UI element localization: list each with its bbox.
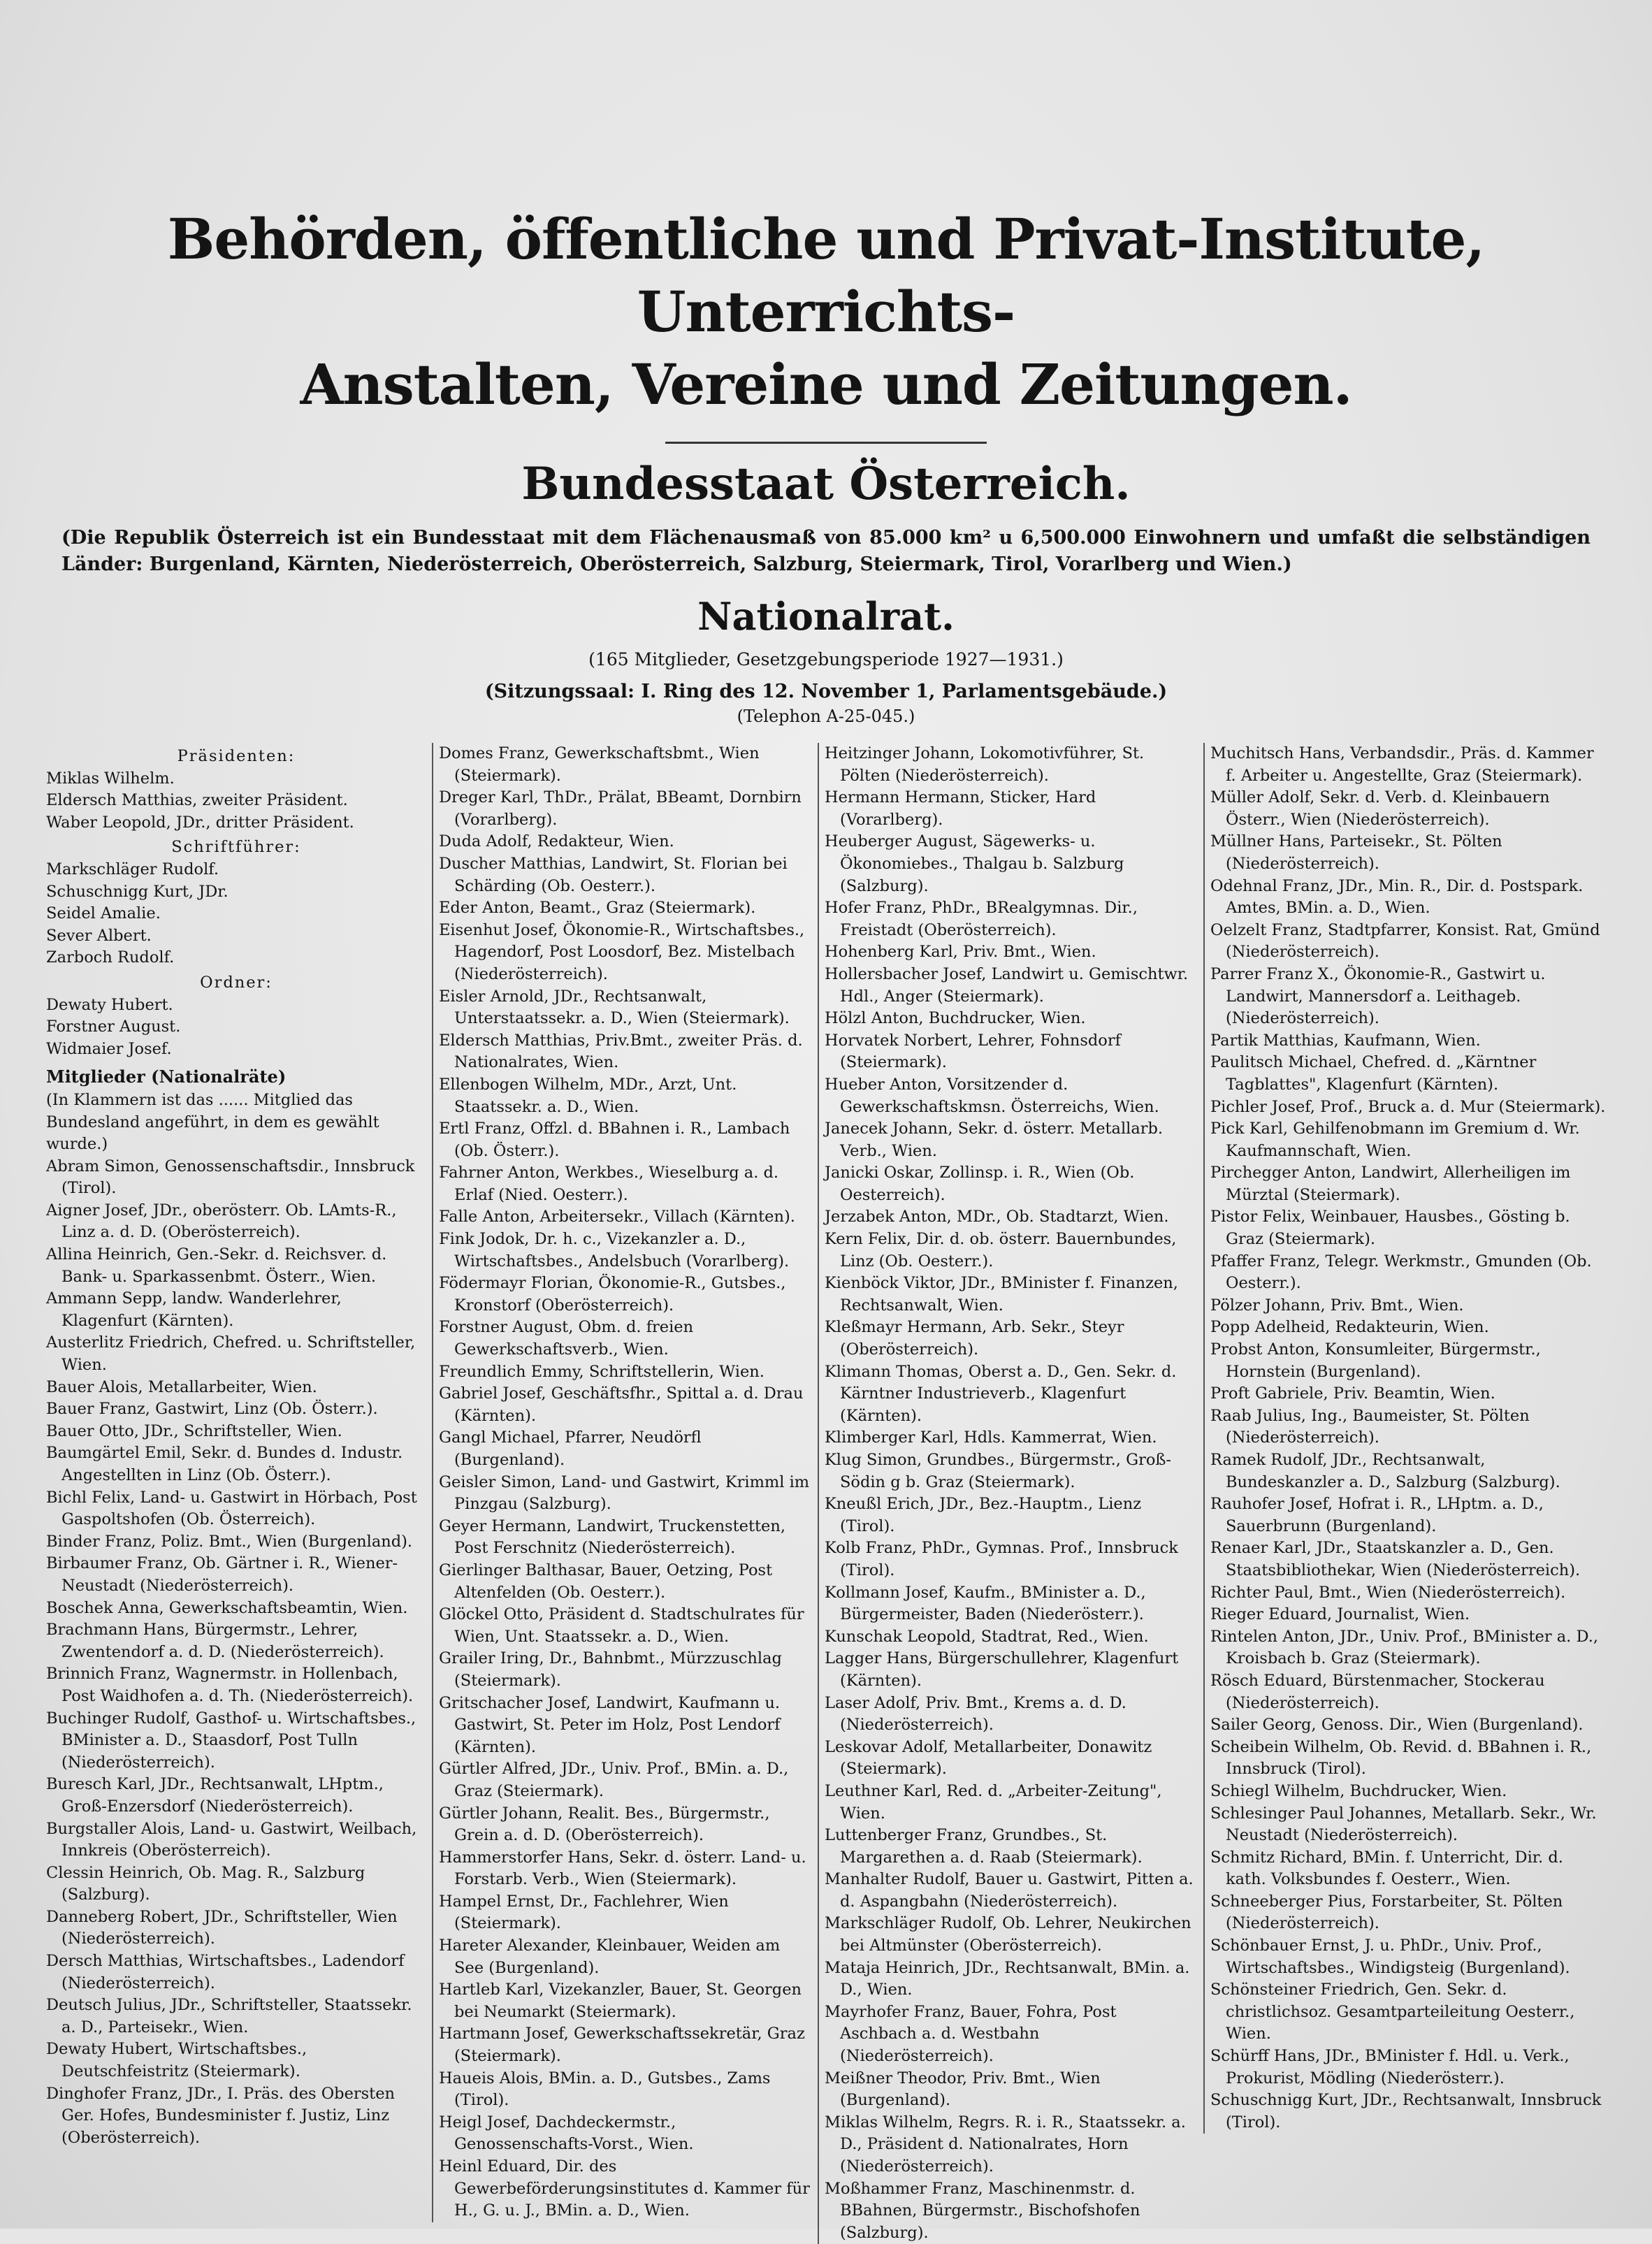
member-entry: Horvatek Norbert, Lehrer, Fohnsdorf (Steiermark). <box>825 1031 1121 1072</box>
member-entry: Binder Franz, Poliz. Bmt., Wien (Burgenland). <box>46 1532 413 1551</box>
member-entry: Dinghofer Franz, JDr., I. Präs. des Obersten Ger. Hofes, Bundesminister f. Justiz, Linz (Oberösterreich). <box>46 2084 396 2147</box>
member-entry: Hölzl Anton, Buchdrucker, Wien. <box>825 1009 1086 1028</box>
member-entry: Hohenberg Karl, Priv. Bmt., Wien. <box>825 943 1096 962</box>
member-entry: Freundlich Emmy, Schriftstellerin, Wien. <box>439 1362 765 1381</box>
member-entry: Oelzelt Franz, Stadtpfarrer, Konsist. Rat, Gmünd (Niederösterreich). <box>1210 920 1600 962</box>
member-entry: Raab Julius, Ing., Baumeister, St. Pölten (Niederösterreich). <box>1210 1406 1530 1447</box>
member-entry: Popp Adelheid, Redakteurin, Wien. <box>1210 1318 1489 1337</box>
secretary-entry: Sever Albert. <box>46 926 152 945</box>
title-divider <box>665 442 987 444</box>
member-entry: Buresch Karl, JDr., Rechtsanwalt, LHptm., Groß-Enzersdorf (Niederösterreich). <box>46 1775 384 1816</box>
member-entry: Hammerstorfer Hans, Sekr. d. österr. Land- u. Forstarb. Verb., Wien (Steiermark). <box>439 1848 806 1889</box>
member-entry: Ammann Sepp, landw. Wanderlehrer, Klagenfurt (Kärnten). <box>46 1289 342 1330</box>
member-entry: Manhalter Rudolf, Bauer u. Gastwirt, Pitten a. d. Aspangbahn (Niederösterreich). <box>825 1870 1194 1911</box>
member-list <box>46 1156 426 2150</box>
member-entry: Laser Adolf, Priv. Bmt., Krems a. d. D. (Niederösterreich). <box>825 1693 1126 1735</box>
member-entry: Sailer Georg, Genoss. Dir., Wien (Burgenland). <box>1210 1716 1584 1735</box>
secretary-entry: Zarboch Rudolf. <box>46 948 175 967</box>
member-entry: Pirchegger Anton, Landwirt, Allerheiligen im Mürztal (Steiermark). <box>1210 1164 1571 1204</box>
member-entry: Glöckel Otto, Präsident d. Stadtschulrates für Wien, Unt. Staatssekr. a. D., Wien. <box>439 1605 804 1646</box>
member-entry: Bauer Franz, Gastwirt, Linz (Ob. Österr.). <box>46 1400 378 1419</box>
member-entry: Birbaumer Franz, Ob. Gärtner i. R., Wiener-Neustadt (Niederösterreich). <box>46 1554 398 1595</box>
member-entry: Geyer Hermann, Landwirt, Truckenstetten, Post Ferschnitz (Niederösterreich). <box>439 1516 785 1558</box>
member-entry: Eldersch Matthias, Priv.Bmt., zweiter Präs. d. Nationalrates, Wien. <box>439 1031 803 1072</box>
address-line: (Sitzungssaal: I. Ring des 12. November 1, Parlamentsgebäude.) <box>484 681 1168 702</box>
member-entry: Markschläger Rudolf, Ob. Lehrer, Neukirchen bei Altmünster (Oberösterreich). <box>825 1914 1191 1955</box>
member-entry: Klimann Thomas, Oberst a. D., Gen. Sekr. d. Kärntner Industrieverb., Klagenfurt (Kärnten). <box>825 1362 1177 1425</box>
president-entry: Waber Leopold, JDr., dritter Präsident. <box>46 813 354 832</box>
member-entry: Müller Adolf, Sekr. d. Verb. d. Kleinbauern Österr., Wien (Niederösterreich). <box>1210 788 1550 829</box>
member-entry: Bichl Felix, Land- u. Gastwirt in Hörbach, Post Gaspoltshofen (Ob. Österreich). <box>46 1488 417 1529</box>
member-entry: Eisenhut Josef, Ökonomie-R., Wirtschaftsbes., Hagendorf, Post Loosdorf, Bez. Mistelbach (Niederösterreich). <box>439 920 805 983</box>
member-entry: Schönbauer Ernst, J. u. PhDr., Univ. Prof., Wirtschaftsbes., Windigsteig (Burgenland). <box>1210 1937 1570 1977</box>
ushers-heading: Ordner: <box>200 973 273 992</box>
phone-line: (Telephon A-25-045.) <box>737 707 915 726</box>
member-entry: Danneberg Robert, JDr., Schriftsteller, Wien (Niederösterreich). <box>46 1907 398 1948</box>
member-entry: Clessin Heinrich, Ob. Mag. R., Salzburg (Salzburg). <box>46 1863 365 1904</box>
member-entry: Schürff Hans, JDr., BMinister f. Hdl. u. Verk., Prokurist, Mödling (Niederösterr.). <box>1210 2047 1570 2087</box>
secretaries-heading: Schriftführer: <box>171 838 301 857</box>
member-list <box>1210 743 1606 2134</box>
member-entry: Leskovar Adolf, Metallarbeiter, Donawitz (Steiermark). <box>825 1737 1152 1779</box>
member-entry: Bauer Otto, JDr., Schriftsteller, Wien. <box>46 1421 342 1440</box>
member-entry: Gritschacher Josef, Landwirt, Kaufmann u. Gastwirt, St. Peter im Holz, Post Lendorf (Kärnten). <box>439 1693 781 1756</box>
column-1 <box>41 743 432 2149</box>
member-entry: Schneeberger Pius, Forstarbeiter, St. Pölten (Niederösterreich). <box>1210 1892 1563 1933</box>
usher-entry: Widmaier Josef. <box>46 1039 172 1058</box>
members-count-note: (165 Mitglieder, Gesetzgebungsperiode 1927—1931.) <box>588 649 1064 669</box>
member-entry: Brinnich Franz, Wagnermstr. in Hollenbach, Post Waidhofen a. d. Th. (Niederösterreich). <box>46 1665 414 1705</box>
member-entry: Janecek Johann, Sekr. d. österr. Metallarb. Verb., Wien. <box>825 1120 1164 1160</box>
member-entry: Meißner Theodor, Priv. Bmt., Wien (Burgenland). <box>825 2069 1101 2110</box>
member-entry: Moßhammer Franz, Maschinenmstr. d. BBahnen, Bürgermstr., Bischofshofen (Salzburg). <box>825 2179 1140 2242</box>
member-entry: Klimberger Karl, Hdls. Kammerrat, Wien. <box>825 1428 1157 1447</box>
member-entry: Partik Matthias, Kaufmann, Wien. <box>1210 1031 1481 1050</box>
member-entry: Fahrner Anton, Werkbes., Wieselburg a. d. Erlaf (Nied. Oesterr.). <box>439 1164 779 1204</box>
member-entry: Ertl Franz, Offzl. d. BBahnen i. R., Lambach (Ob. Österr.). <box>439 1120 790 1160</box>
secretary-entry: Seidel Amalie. <box>46 904 161 923</box>
member-entry: Födermayr Florian, Ökonomie-R., Gutsbes., Kronstorf (Oberösterreich). <box>439 1274 786 1315</box>
member-entry: Kleßmayr Hermann, Arb. Sekr., Steyr (Oberösterreich). <box>825 1318 1124 1359</box>
intro-paragraph: (Die Republik Österreich ist ein Bundesstaat mit dem Flächenausmaß von 85.000 km² u 6,500.000 Einwohnern und umfaßt die selbständigen Länder: Burgenland, Kärnten, Niederösterreich, Oberösterreich, Salzburg, Steiermark, Tirol, Vorarlberg und Wien.) <box>61 527 1591 575</box>
column-2 <box>432 743 818 2222</box>
member-entry: Richter Paul, Bmt., Wien (Niederösterreich). <box>1210 1583 1566 1602</box>
member-entry: Pichler Josef, Prof., Bruck a. d. Mur (Steiermark). <box>1210 1097 1606 1116</box>
member-entry: Schuschnigg Kurt, JDr., Rechtsanwalt, Innsbruck (Tirol). <box>1210 2091 1602 2131</box>
member-entry: Odehnal Franz, JDr., Min. R., Dir. d. Postspark. Amtes, BMin. a. D., Wien. <box>1210 876 1584 918</box>
member-entry: Schlesinger Paul Johannes, Metallarb. Sekr., Wr. Neustadt (Niederösterreich). <box>1210 1804 1597 1845</box>
member-entry: Mayrhofer Franz, Bauer, Fohra, Post Aschbach a. d. Westbahn (Niederösterreich). <box>825 2002 1117 2066</box>
member-entry: Hareter Alexander, Kleinbauer, Weiden am See (Burgenland). <box>439 1937 781 1977</box>
member-entry: Schmitz Richard, BMin. f. Unterricht, Dir. d. kath. Volksbundes f. Oesterr., Wien. <box>1210 1848 1563 1889</box>
member-entry: Schiegl Wilhelm, Buchdrucker, Wien. <box>1210 1781 1507 1800</box>
member-entry: Pistor Felix, Weinbauer, Hausbes., Gösting b. Graz (Steiermark). <box>1210 1208 1570 1249</box>
member-entry: Hofer Franz, PhDr., BRealgymnas. Dir., Freistadt (Oberösterreich). <box>825 899 1138 939</box>
member-entry: Duda Adolf, Redakteur, Wien. <box>439 832 674 851</box>
member-entry: Jerzabek Anton, MDr., Ob. Stadtarzt, Wien. <box>825 1208 1169 1226</box>
member-entry: Brachmann Hans, Bürgermstr., Lehrer, Zwentendorf a. d. D. (Niederösterreich). <box>46 1621 384 1661</box>
member-entry: Gabriel Josef, Geschäftsfhr., Spittal a. d. Drau (Kärnten). <box>439 1384 804 1425</box>
member-entry: Lagger Hans, Bürgerschullehrer, Klagenfurt (Kärnten). <box>825 1649 1179 1690</box>
member-entry: Kienböck Viktor, JDr., BMinister f. Finanzen, Rechtsanwalt, Wien. <box>825 1274 1178 1315</box>
usher-entry: Forstner August. <box>46 1018 181 1036</box>
member-entry: Duscher Matthias, Landwirt, St. Florian bei Schärding (Ob. Oesterr.). <box>439 854 788 895</box>
member-entry: Hampel Ernst, Dr., Fachlehrer, Wien (Steiermark). <box>439 1892 729 1933</box>
member-entry: Eisler Arnold, JDr., Rechtsanwalt, Unterstaatssekr. a. D., Wien (Steiermark). <box>439 987 790 1028</box>
member-entry: Austerlitz Friedrich, Chefred. u. Schriftsteller, Wien. <box>46 1333 416 1375</box>
member-entry: Pfaffer Franz, Telegr. Werkmstr., Gmunden (Ob. Oesterr.). <box>1210 1252 1592 1293</box>
member-entry: Kunschak Leopold, Stadtrat, Red., Wien. <box>825 1627 1149 1646</box>
member-entry: Deutsch Julius, JDr., Schriftsteller, Staatssekr. a. D., Parteisekr., Wien. <box>46 1996 412 2036</box>
member-entry: Gürtler Alfred, JDr., Univ. Prof., BMin. a. D., Graz (Steiermark). <box>439 1760 789 1800</box>
member-entry: Rauhofer Josef, Hofrat i. R., LHptm. a. D., Sauerbrunn (Burgenland). <box>1210 1495 1544 1535</box>
member-entry: Falle Anton, Arbeitersekr., Villach (Kärnten). <box>439 1208 795 1226</box>
member-entry: Geisler Simon, Land- und Gastwirt, Krimml im Pinzgau (Salzburg). <box>439 1472 810 1514</box>
member-entry: Pick Karl, Gehilfenobmann im Gremium d. Wr. Kaufmannschaft, Wien. <box>1210 1120 1580 1160</box>
member-entry: Grailer Iring, Dr., Bahnbmt., Mürzzuschlag (Steiermark). <box>439 1649 782 1690</box>
member-entry: Mataja Heinrich, JDr., Rechtsanwalt, BMin. a. D., Wien. <box>825 1958 1190 1999</box>
member-entry: Kern Felix, Dir. d. ob. österr. Bauernbundes, Linz (Ob. Oesterr.). <box>825 1230 1177 1271</box>
member-entry: Hermann Hermann, Sticker, Hard (Vorarlberg). <box>825 788 1096 829</box>
member-entry: Rintelen Anton, JDr., Univ. Prof., BMinister a. D., Kroisbach b. Graz (Steiermark). <box>1210 1627 1599 1668</box>
member-entry: Aigner Josef, JDr., oberösterr. Ob. LAmts-R., Linz a. d. D. (Oberösterreich). <box>46 1201 397 1242</box>
column-3 <box>818 743 1203 2244</box>
president-entry: Eldersch Matthias, zweiter Präsident. <box>46 791 348 810</box>
member-entry: Proft Gabriele, Priv. Beamtin, Wien. <box>1210 1384 1495 1403</box>
member-entry: Leuthner Karl, Red. d. „Arbeiter-Zeitung", Wien. <box>825 1781 1162 1823</box>
member-entry: Kollmann Josef, Kaufm., BMinister a. D., Bürgermeister, Baden (Niederösterr.). <box>825 1583 1146 1624</box>
member-entry: Probst Anton, Konsumleiter, Bürgermstr., Hornstein (Burgenland). <box>1210 1340 1541 1381</box>
member-entry: Heigl Josef, Dachdeckermstr., Genossenschafts-Vorst., Wien. <box>439 2113 694 2154</box>
secretary-entry: Markschläger Rudolf. <box>46 860 219 878</box>
member-entry: Dreger Karl, ThDr., Prälat, BBeamt, Dornbirn (Vorarlberg). <box>439 788 802 829</box>
member-entry: Dewaty Hubert, Wirtschaftsbes., Deutschfeistritz (Steiermark). <box>46 2040 307 2081</box>
member-entry: Rösch Eduard, Bürstenmacher, Stockerau (Niederösterreich). <box>1210 1671 1545 1712</box>
member-entry: Buchinger Rudolf, Gasthof- u. Wirtschaftsbes., BMinister a. D., Staasdorf, Post Tulln (Niederösterreich). <box>46 1709 416 1772</box>
member-entry: Allina Heinrich, Gen.-Sekr. d. Reichsver. d. Bank- u. Sparkassenbmt. Österr., Wien. <box>46 1245 387 1286</box>
member-entry: Rieger Eduard, Journalist, Wien. <box>1210 1605 1470 1624</box>
member-entry: Burgstaller Alois, Land- u. Gastwirt, Weilbach, Innkreis (Oberösterreich). <box>46 1819 417 1860</box>
member-entry: Gangl Michael, Pfarrer, Neudörfl (Burgenland). <box>439 1428 702 1469</box>
member-list <box>825 743 1198 2244</box>
member-entry: Gürtler Johann, Realit. Bes., Bürgermstr., Grein a. d. D. (Oberösterreich). <box>439 1804 770 1845</box>
member-entry: Renaer Karl, JDr., Staatskanzler a. D., Gen. Staatsbibliothekar, Wien (Niederösterreich). <box>1210 1539 1581 1579</box>
president-entry: Miklas Wilhelm. <box>46 769 175 788</box>
presidents-heading: Präsidenten: <box>177 747 296 765</box>
member-entry: Dersch Matthias, Wirtschaftsbes., Ladendorf (Niederösterreich). <box>46 1952 405 1992</box>
directory-columns <box>41 743 1611 2244</box>
member-entry: Kolb Franz, PhDr., Gymnas. Prof., Innsbruck (Tirol). <box>825 1539 1178 1579</box>
member-entry: Kneußl Erich, JDr., Bez.-Hauptm., Lienz (Tirol). <box>825 1495 1142 1535</box>
member-entry: Hollersbacher Josef, Landwirt u. Gemischtwr. Hdl., Anger (Steiermark). <box>825 964 1189 1006</box>
member-entry: Ramek Rudolf, JDr., Rechtsanwalt, Bundeskanzler a. D., Salzburg (Salzburg). <box>1210 1451 1560 1491</box>
member-entry: Klug Simon, Grundbes., Bürgermstr., Groß-Södin g b. Graz (Steiermark). <box>825 1451 1171 1491</box>
member-entry: Janicki Oskar, Zollinsp. i. R., Wien (Ob. Oesterreich). <box>825 1164 1135 1204</box>
member-entry: Boschek Anna, Gewerkschaftsbeamtin, Wien. <box>46 1598 408 1617</box>
member-entry: Scheibein Wilhelm, Ob. Revid. d. BBahnen i. R., Innsbruck (Tirol). <box>1210 1737 1592 1779</box>
member-entry: Eder Anton, Beamt., Graz (Steiermark). <box>439 899 756 918</box>
member-entry: Ellenbogen Wilhelm, MDr., Arzt, Unt. Staatssekr. a. D., Wien. <box>439 1075 737 1116</box>
member-entry: Fink Jodok, Dr. h. c., Vizekanzler a. D., Wirtschaftsbes., Andelsbuch (Vorarlberg). <box>439 1230 790 1271</box>
member-entry: Hartleb Karl, Vizekanzler, Bauer, St. Georgen bei Neumarkt (Steiermark). <box>439 1981 802 2021</box>
member-entry: Baumgärtel Emil, Sekr. d. Bundes d. Industr. Angestellten in Linz (Ob. Österr.). <box>46 1444 403 1484</box>
member-entry: Luttenberger Franz, Grundbes., St. Margarethen a. d. Raab (Steiermark). <box>825 1826 1143 1867</box>
member-entry: Müllner Hans, Parteisekr., St. Pölten (Niederösterreich). <box>1210 832 1502 873</box>
section-title: Bundesstaat Österreich. <box>521 458 1131 510</box>
member-entry: Hartmann Josef, Gewerkschaftssekretär, Graz (Steiermark). <box>439 2025 805 2066</box>
members-heading: Mitglieder (Nationalräte) <box>46 1066 287 1087</box>
member-entry: Haueis Alois, BMin. a. D., Gutsbes., Zams (Tirol). <box>439 2069 771 2110</box>
subsection-title: Nationalrat. <box>697 594 955 639</box>
member-entry: Pölzer Johann, Priv. Bmt., Wien. <box>1210 1296 1464 1315</box>
usher-entry: Dewaty Hubert. <box>46 995 173 1014</box>
member-entry: Bauer Alois, Metallarbeiter, Wien. <box>46 1377 317 1396</box>
member-entry: Schönsteiner Friedrich, Gen. Sekr. d. christlichsoz. Gesamtparteileitung Oesterr., Wien. <box>1210 1981 1575 2043</box>
column-4 <box>1203 743 1611 2134</box>
member-entry: Heuberger August, Sägewerks- u. Ökonomiebes., Thalgau b. Salzburg (Salzburg). <box>825 832 1124 895</box>
member-entry: Heinl Eduard, Dir. des Gewerbeförderungsinstitutes d. Kammer für H., G. u. J., BMin. a. D., Wien. <box>439 2157 810 2220</box>
member-entry: Hueber Anton, Vorsitzender d. Gewerkschaftskmsn. Österreichs, Wien. <box>825 1075 1159 1116</box>
member-entry: Parrer Franz X., Ökonomie-R., Gastwirt u. Landwirt, Mannersdorf a. Leithageb. (Niederösterreich). <box>1210 964 1546 1028</box>
member-entry: Gierlinger Balthasar, Bauer, Oetzing, Post Altenfelden (Ob. Oesterr.). <box>439 1561 773 1602</box>
member-entry: Domes Franz, Gewerkschaftsbmt., Wien (Steiermark). <box>439 744 760 785</box>
member-entry: Muchitsch Hans, Verbandsdir., Präs. d. Kammer f. Arbeiter u. Angestellte, Graz (Steiermark). <box>1210 744 1594 785</box>
members-note: (In Klammern ist das ...... Mitglied das Bundesland angeführt, in dem es gewählt wurde.) <box>46 1090 379 1154</box>
member-list <box>439 743 812 2222</box>
member-entry: Miklas Wilhelm, Regrs. R. i. R., Staatssekr. a. D., Präsident d. Nationalrates, Horn (Niederösterreich). <box>825 2113 1186 2176</box>
member-entry: Forstner August, Obm. d. freien Gewerkschaftsverb., Wien. <box>439 1318 694 1359</box>
member-entry: Paulitsch Michael, Chefred. d. „Kärntner Tagblattes", Klagenfurt (Kärnten). <box>1210 1053 1537 1094</box>
page-title-line-2: Anstalten, Vereine und Zeitungen. <box>300 352 1352 417</box>
member-entry: Heitzinger Johann, Lokomotivführer, St. Pölten (Niederösterreich). <box>825 744 1145 785</box>
member-entry: Abram Simon, Genossenschaftsdir., Innsbruck (Tirol). <box>46 1157 415 1198</box>
page-title-line-1: Behörden, öffentliche und Privat-Institute, Unterrichts- <box>167 206 1485 345</box>
secretary-entry: Schuschnigg Kurt, JDr. <box>46 882 229 901</box>
